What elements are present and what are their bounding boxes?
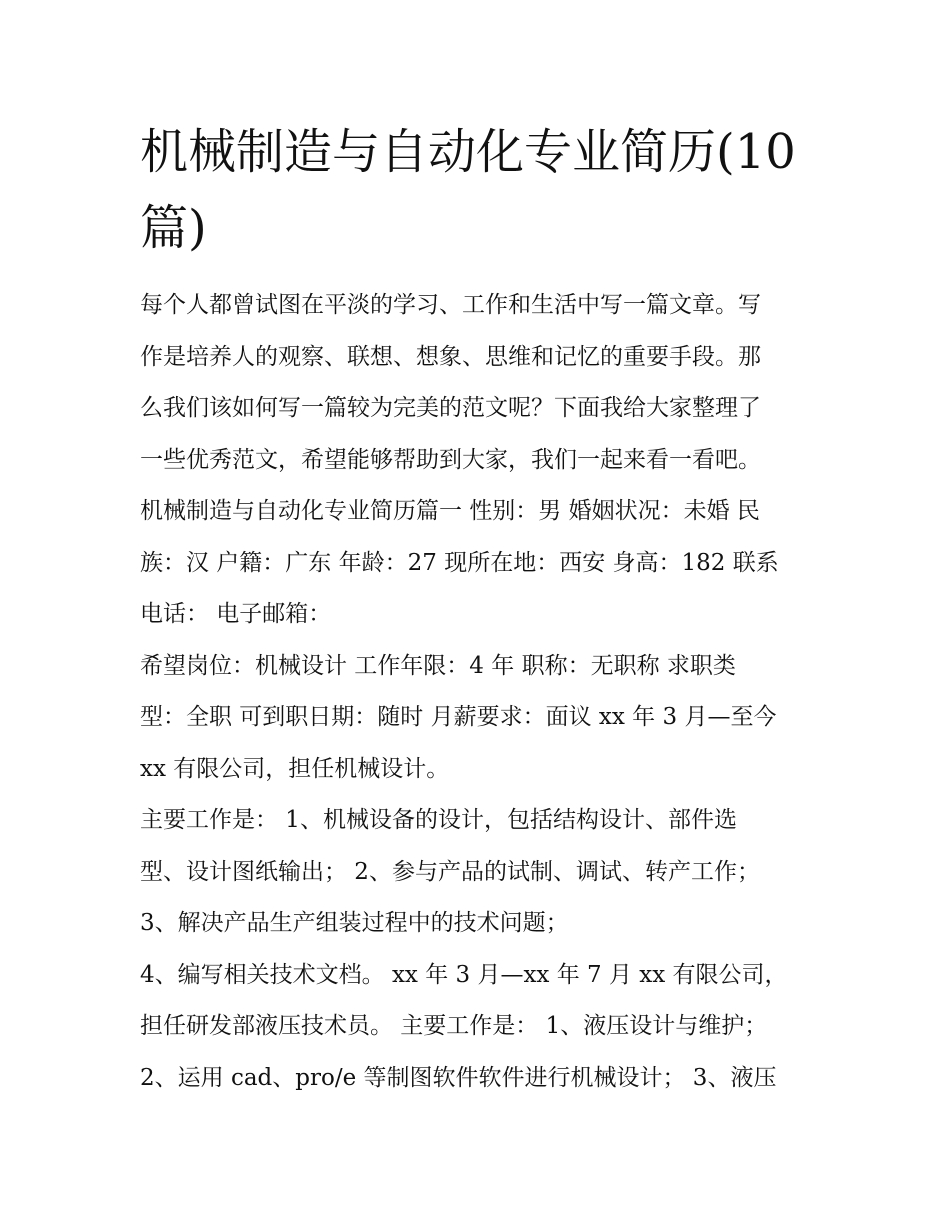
body-line: 3、解决产品生产组装过程中的技术问题；: [140, 910, 569, 936]
body-line: 一些优秀范文，希望能够帮助到大家，我们一起来看一看吧。: [140, 446, 761, 473]
body-line: 担任研发部液压技术员。 主要工作是： 1、液压设计与维护；: [140, 1013, 768, 1039]
body-line: 希望岗位：机械设计 工作年限：4 年 职称：无职称 求职类: [140, 652, 736, 679]
body-line: 2、运用 cad、pro/e 等制图软件软件进行机械设计； 3、液压: [140, 1064, 777, 1091]
document-title: [140, 114, 820, 266]
title-line-1: 机械制造与自动化专业简历(10: [140, 124, 796, 180]
body-line: 主要工作是： 1、机械设备的设计，包括结构设计、部件选: [140, 807, 737, 833]
body-line: 型：全职 可到职日期：随时 月薪要求：面议 xx 年 3 月—至今: [140, 704, 777, 730]
body-line: 4、编写相关技术文档。 xx 年 3 月—xx 年 7 月 xx 有限公司，: [140, 961, 788, 988]
body-line: xx 有限公司，担任机械设计。: [140, 755, 450, 782]
title-line-2: 篇): [140, 200, 207, 256]
body-line: 作是培养人的观察、联想、想象、思维和记忆的重要手段。那: [140, 343, 761, 370]
body-line: 每个人都曾试图在平淡的学习、工作和生活中写一篇文章。写: [140, 292, 761, 318]
document-body: [140, 280, 820, 1104]
body-line: 族：汉 户籍：广东 年龄：27 现所在地：西安 身高：182 联系: [140, 549, 779, 576]
body-line: 型、设计图纸输出； 2、参与产品的试制、调试、转产工作；: [140, 858, 760, 885]
body-line: 机械制造与自动化专业简历篇一 性别：男 婚姻状况：未婚 民: [140, 498, 760, 524]
body-line: 么我们该如何写一篇较为完美的范文呢？下面我给大家整理了: [140, 395, 761, 421]
body-line: 电话： 电子邮箱：: [140, 601, 332, 627]
